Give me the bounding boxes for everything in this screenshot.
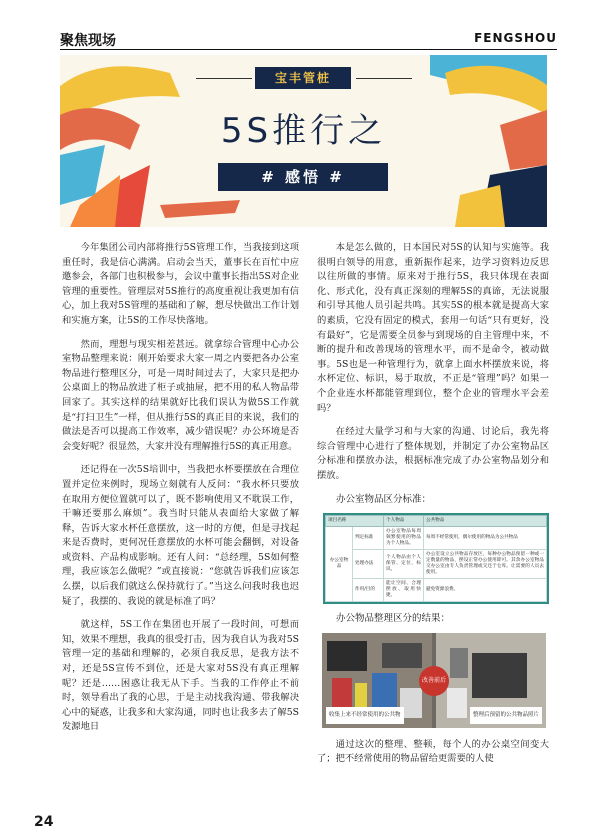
table-cell: 作用/目的 bbox=[353, 579, 384, 602]
standards-table bbox=[325, 515, 547, 602]
header-divider bbox=[60, 49, 557, 50]
tag-line-left bbox=[196, 78, 252, 79]
photo-label-right: 整理后预留的公共物品照片 bbox=[470, 707, 542, 724]
table-cell: 个人物品由个人保管、定位、标识。 bbox=[384, 550, 424, 579]
photo-label-left: 收集上来不经常使用的公共物 bbox=[326, 707, 404, 724]
table-cell: 避免资源浪费。 bbox=[423, 579, 546, 602]
article-subtitle: # 感悟 # bbox=[218, 163, 388, 191]
table-header: 项目名称 bbox=[326, 516, 384, 527]
table-cell: 办公室物品每周频繁使用的物品为个人物品。 bbox=[384, 527, 424, 550]
paragraph: 就这样，5S工作在集团也开展了一段时间，可想而知，效果不理想，我真的很受打击，因为我自认为我对5S管理一定的基础和理解的，必须自我反思，是我方法不对，还是5S宣传不到位，还是大家对5S没有真正理解呢？还是……困惑让我无从下手。当我的工作停止不前时，领导看出了我的心思，于是主动找我沟通、带我解决心中的疑惑，让我多和大家沟通，同时也让我多去了解5S发源地日 bbox=[62, 619, 299, 733]
table-cell: 判定标准 bbox=[353, 527, 384, 550]
paragraph: 还记得在一次5S培训中，当我把水杯要摆放在合理位置并定位来例时，现场立刻就有人反问：“我水杯只要放在取用方便位置就可以了，既不影响使用又不耽误工作，干嘛还要那么麻烦”。我当时只能从表面给大家做了解释，告诉大家水杯任意摆放，这一时的方便，但是寻找起来是否费时，更何况任意摆放的水杯可能会翻倒，对设备或资料、产品构成影响。还有人问：“总经理，5S如何整理，我应该怎么做呢？”或直接说：“您就告诉我们应该怎么摆，以后我们就这么保持就行了。”当这么问我时我也迟疑了，我摆的、我说的就是标准了吗？ bbox=[62, 464, 299, 607]
paragraph: 通过这次的整理、整顿，每个人的办公桌空间变大了；把不经常使用的物品留给更需要的人使 bbox=[317, 738, 549, 765]
before-after-badge: 改善前后 bbox=[419, 666, 449, 696]
table-group-cell: 办公室物品 bbox=[326, 527, 353, 602]
standards-table-frame bbox=[323, 513, 549, 604]
table-cell: 处理办法 bbox=[353, 550, 384, 579]
before-after-photo bbox=[322, 633, 546, 728]
table-caption: 办公室物品区分标准： bbox=[336, 493, 432, 505]
article-banner bbox=[60, 55, 547, 227]
paragraph: 在经过大量学习和与大家的沟通、讨论后，我先将综合管理中心进行了整体规划，并制定了办公室物品区分标准和摆放办法，根据标准完成了办公室物品划分和摆放。 bbox=[317, 426, 549, 481]
brand-name: FENGSHOU bbox=[474, 31, 557, 45]
article-title: 5S推行之 bbox=[220, 111, 387, 151]
table-header: 公共物品 bbox=[423, 516, 546, 527]
table-cell: 每周不经常使用，偶尔使用的物品为公共物品 bbox=[423, 527, 546, 550]
left-column bbox=[62, 241, 299, 744]
paragraph: 今年集团公司内部将推行5S管理工作，当我接到这项重任时，我是信心满满。启动会当天，董事长在百忙中应邀参会，各部门也积极参与，会议中董事长指出5S对企业管理的重要性。管理层对5S推行的高度重视让我更加有信心，加上我对5S管理的基础和了解，想尽快做出工作计划和实施方案，让5S的工作尽快落地。 bbox=[62, 242, 299, 326]
banner-tag: 宝丰管桩 bbox=[255, 67, 351, 89]
paragraph: 本是怎么做的，日本国民对5S的认知与实施等。我很明白领导的用意，重新振作起来，边学习资料边反思以往所做的事情。原来对于推行5S，我只体现在表面化、形式化，没有真正深刻的理解5S的真谛，无法说服和引导其他人员引起共鸣。其实5S的根本就是提高大家的素质，它没有固定的模式，套用一句话“只有更好，没有最好”，它是需要全员参与到现场的自主管理中来，不断的提升和改善现场的管理水平，而不是命令，被动做事。5S也是一种管理行为，就拿上面水杯摆放来说，将水杯定位、标识，易于取放，不正是“管理”吗？如果一个企业连水杯都能管理到位，整个企业的管理水平会差吗？ bbox=[317, 242, 549, 414]
right-column bbox=[317, 241, 549, 776]
table-header: 个人物品 bbox=[384, 516, 424, 527]
paragraph: 然而，理想与现实相差甚远。就拿综合管理中心办公室物品整理来说：刚开始要求大家一周之内要把各办公室物品进行整理区分，可是一周时间过去了，大家只是把办公桌面上的物品放进了柜子或抽屉，把不用的私人物品带回家了。其实这样的结果就好比我们误认为做5S工作就是“打扫卫生”一样，但从推行5S的真正目的来说，我们的做法是否可以提高工作效率，减少错误呢？办公环境是否会变好呢？很显然，大家并没有理解推行5S的真正用意。 bbox=[62, 338, 299, 452]
photo-caption: 办公物品整理区分的结果： bbox=[336, 613, 451, 625]
table-cell: 能让空间、合理摆放、取用快捷。 bbox=[384, 579, 424, 602]
table-cell: 办公室设立公共物品存放区，每种办公物品预留一种或一定数量的物品，摆设正常办公使用即可。其余办公室物品交办公室由专人负责管理或交还于仓库。让需要的人员去使用。 bbox=[423, 550, 546, 579]
page-number: 24 bbox=[34, 814, 54, 830]
tag-line-right bbox=[356, 78, 412, 79]
section-title: 聚焦现场 bbox=[60, 33, 116, 49]
